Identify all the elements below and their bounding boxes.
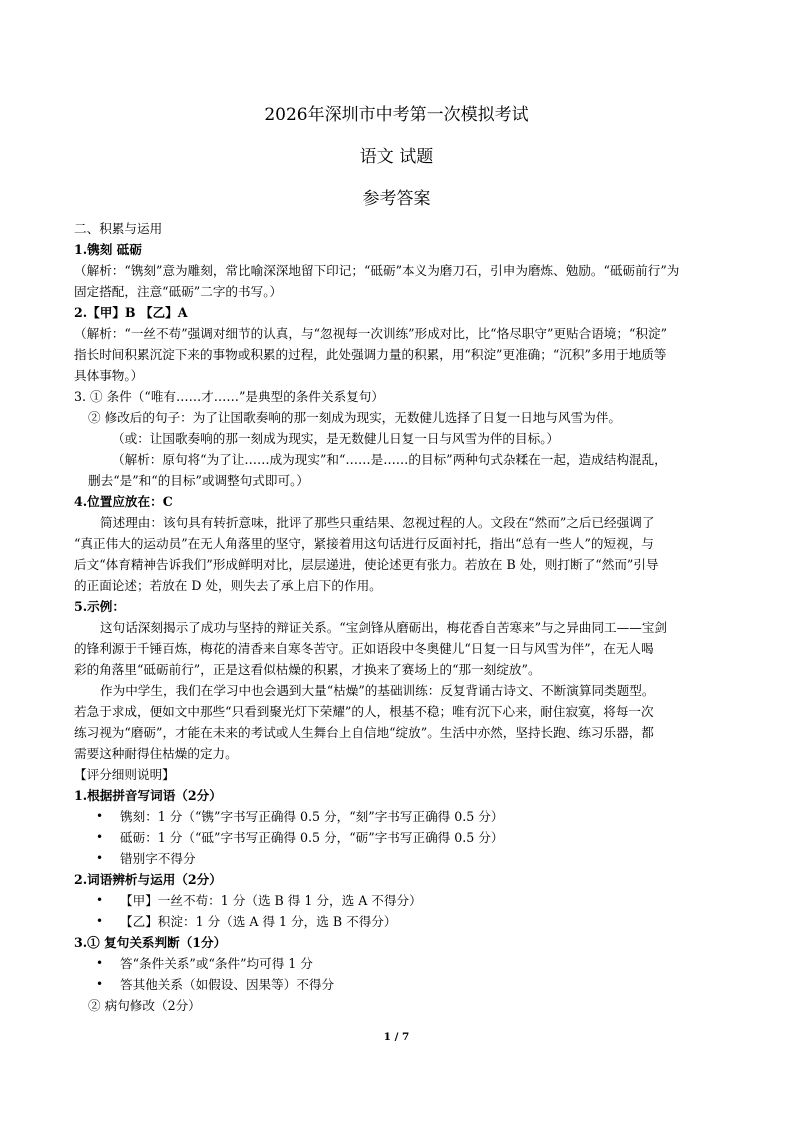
q3-line-2: ② 修改后的句子：为了让国歌奏响的那一刻成为现实，无数健儿选择了日复一日地与风雪为伴。	[88, 410, 621, 425]
answer-title: 参考答案	[362, 189, 431, 209]
exam-title: 2026年深圳市中考第一次模拟考试	[264, 105, 529, 125]
q5-label: 5.示例：	[74, 599, 125, 614]
q2-explain-2: 指长时间积累沉淀下来的事物或积累的过程，此处强调力量的积累，用“积淀”更准确；“沉积”多用于地质等	[74, 347, 667, 362]
q5-p2-1: 作为中学生，我们在学习中也会遇到大量“枯燥”的基础训练：反复背诵古诗文、不断演算同类题型。	[100, 683, 655, 698]
section-title: 二、积累与运用	[74, 221, 163, 236]
scoring-s1-item-3: 错别字不得分	[120, 851, 196, 866]
scoring-s2-item-1: 【甲】一丝不苟：1 分（选 B 得 1 分，选 A 不得分）	[120, 893, 422, 908]
scoring-s1-title: 1.根据拼音写词语（2分）	[74, 788, 222, 803]
q5-p1-2: 的锋利源于千锤百炼，梅花的清香来自寒冬苦守。正如语段中冬奥健儿“日复一日与风雪为伴”，在无人喝	[74, 641, 654, 656]
page-number: 1 / 7	[383, 1031, 410, 1043]
scoring-s1-item-1: 镌刻：1 分（“镌”字书写正确得 0.5 分，“刻”字书写正确得 0.5 分）	[120, 809, 504, 824]
scoring-s3b-title: ② 病句修改（2分）	[88, 998, 201, 1013]
q4-reason-4: 的正面论述；若放在 D 处，则失去了承上启下的作用。	[74, 578, 382, 593]
q4-answer: 4.位置应放在：C	[74, 494, 173, 509]
q2-explain-1: （解析：“一丝不苟”强调对细节的认真，与“忽视每一次训练”形成对比，比“恪尽职守”更贴合语境；“积淀”	[74, 326, 668, 341]
bullet-icon: •	[96, 809, 104, 823]
q1-answer: 1.镌刻 砥砺	[74, 242, 142, 257]
scoring-s2-item-2: 【乙】积淀：1 分（选 A 得 1 分，选 B 不得分）	[120, 914, 397, 929]
q1-explain-1: （解析：“镌刻”意为雕刻，常比喻深深地留下印记；“砥砺”本义为磨刀石，引申为磨炼、勉励。“砥砺前行”为	[74, 263, 680, 278]
q3-line-5: 删去“是”和“的目标”或调整句式即可。）	[88, 473, 309, 488]
q5-p2-3: 练习视为“磨砺”，才能在未来的考试或人生舞台上自信地“绽放”。生活中亦然，坚持长跑、练习乐器，都	[74, 725, 654, 740]
q1-explain-2: 固定搭配，注意“砥砺”二字的书写。）	[74, 284, 283, 299]
bullet-icon: •	[96, 956, 104, 970]
scoring-s1-item-2: 砥砺：1 分（“砥”字书写正确得 0.5 分，“砺”字书写正确得 0.5 分）	[120, 830, 504, 845]
scoring-s3-item-2: 答其他关系（如假设、因果等）不得分	[120, 977, 335, 992]
q4-reason-1: 简述理由：该句具有转折意味，批评了那些只重结果、忽视过程的人。文段在“然而”之后已经强调了	[100, 515, 655, 530]
q4-reason-3: 后文“体育精神告诉我们”形成鲜明对比，层层递进，使论述更有张力。若放在 B 处，则打断了“然而”引导	[74, 557, 659, 572]
scoring-s3-title: 3.① 复句关系判断（1分）	[74, 935, 227, 950]
bullet-icon: •	[96, 893, 104, 907]
scoring-title: 【评分细则说明】	[74, 767, 175, 782]
q3-line-3: （或：让国歌奏响的那一刻成为现实，是无数健儿日复一日与风雪为伴的目标。）	[112, 431, 560, 446]
subject-title: 语文 试题	[359, 147, 434, 167]
bullet-icon: •	[96, 851, 104, 865]
q4-reason-2: “真正伟大的运动员”在无人角落里的坚守，紧接着用这句话进行反面衬托，指出“总有一些人”的短视，与	[74, 536, 654, 551]
scoring-s3-item-1: 答“条件关系”或“条件”均可得 1 分	[120, 956, 313, 971]
q5-p2-4: 需要这种耐得住枯燥的定力。	[74, 746, 238, 761]
q3-line-1: 3. ① 条件（“唯有……才……”是典型的条件关系复句）	[74, 389, 384, 404]
bullet-icon: •	[96, 977, 104, 991]
q3-line-4: （解析：原句将“为了让……成为现实”和“……是……的目标”两种句式杂糅在一起，造成结构混乱，	[112, 452, 667, 467]
q2-answer: 2.【甲】B 【乙】A	[74, 305, 188, 320]
bullet-icon: •	[96, 914, 104, 928]
q5-p1-1: 这句话深刻揭示了成功与坚持的辩证关系。“宝剑锋从磨砺出，梅花香自苦寒来”与之异曲同工——宝剑	[100, 620, 668, 635]
bullet-icon: •	[96, 830, 104, 844]
q5-p2-2: 若急于求成，便如文中那些“只看到聚光灯下荣耀”的人，根基不稳；唯有沉下心来，耐住寂寞，将每一次	[74, 704, 654, 719]
scoring-s2-title: 2.词语辨析与运用（2分）	[74, 872, 222, 887]
q2-explain-3: 具体事物。）	[74, 368, 144, 383]
q5-p1-3: 彩的角落里“砥砺前行”，正是这看似枯燥的积累，才换来了赛场上的“那一刻绽放”。	[74, 662, 541, 677]
